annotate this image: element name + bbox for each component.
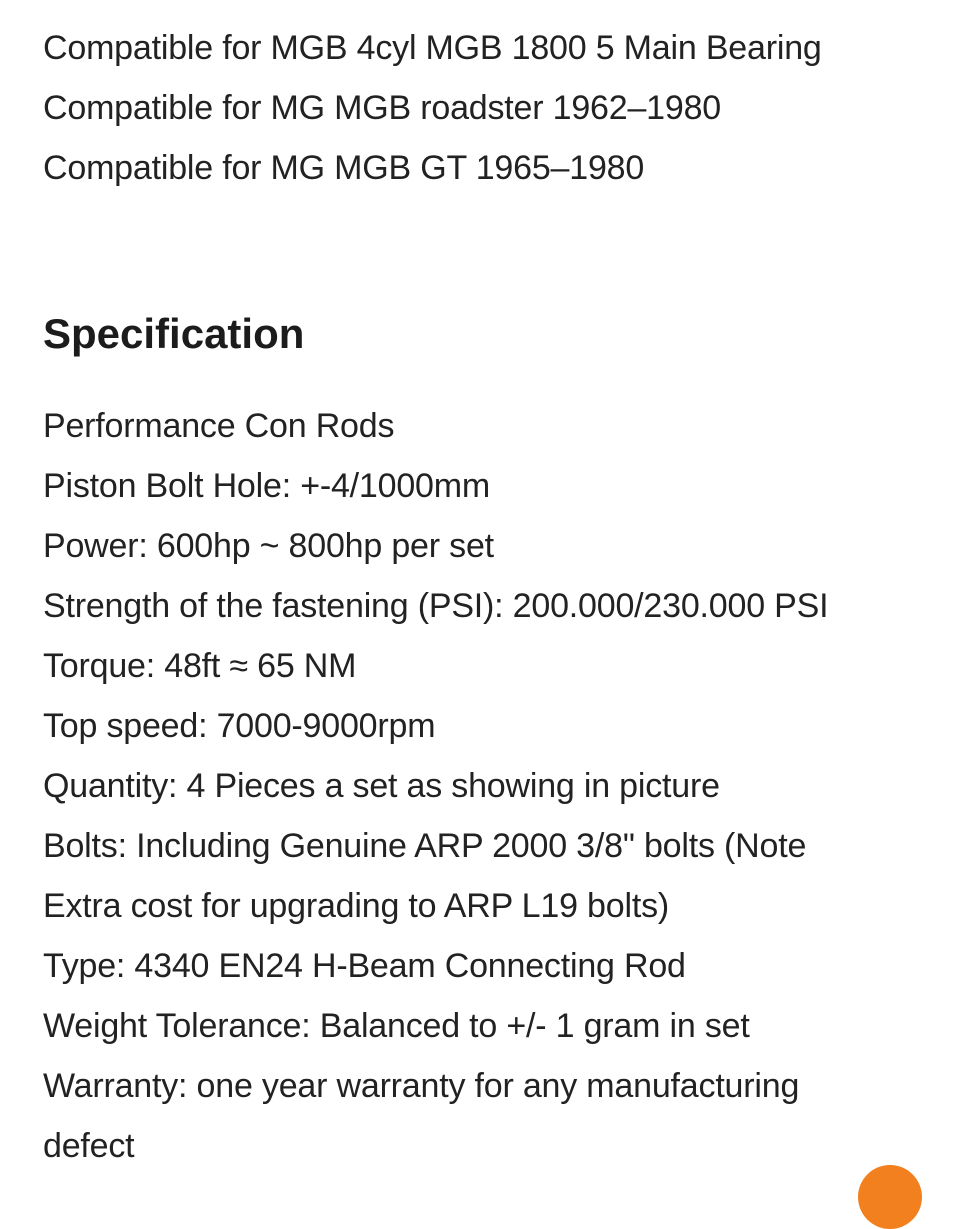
spec-line: Torque: 48ft ≈ 65 NM [43, 647, 357, 685]
specification-heading: Specification [43, 310, 305, 357]
spec-line: defect [43, 1127, 135, 1165]
spec-line: Warranty: one year warranty for any manufacturing [43, 1067, 800, 1105]
product-description [43, 18, 943, 1176]
spec-line: Weight Tolerance: Balanced to +/- 1 gram in set [43, 1007, 750, 1045]
spec-line: Quantity: 4 Pieces a set as showing in picture [43, 767, 720, 805]
spec-line: Power: 600hp ~ 800hp per set [43, 527, 494, 565]
floating-action-button[interactable] [858, 1165, 922, 1229]
spec-line: Extra cost for upgrading to ARP L19 bolts) [43, 887, 669, 925]
spec-line: Performance Con Rods [43, 407, 395, 445]
spec-line: Top speed: 7000-9000rpm [43, 707, 436, 745]
compatibility-line: Compatible for MG MGB roadster 1962–1980 [43, 89, 722, 127]
spec-line: Bolts: Including Genuine ARP 2000 3/8" bolts (Note [43, 827, 807, 865]
specification-list [43, 396, 943, 1176]
compatibility-line: Compatible for MG MGB GT 1965–1980 [43, 149, 645, 187]
compatibility-line: Compatible for MGB 4cyl MGB 1800 5 Main Bearing [43, 29, 822, 67]
compatibility-list [43, 18, 943, 198]
spec-line: Type: 4340 EN24 H-Beam Connecting Rod [43, 947, 686, 985]
spec-line: Strength of the fastening (PSI): 200.000/230.000 PSI [43, 587, 829, 625]
spec-line: Piston Bolt Hole: +-4/1000mm [43, 467, 491, 505]
